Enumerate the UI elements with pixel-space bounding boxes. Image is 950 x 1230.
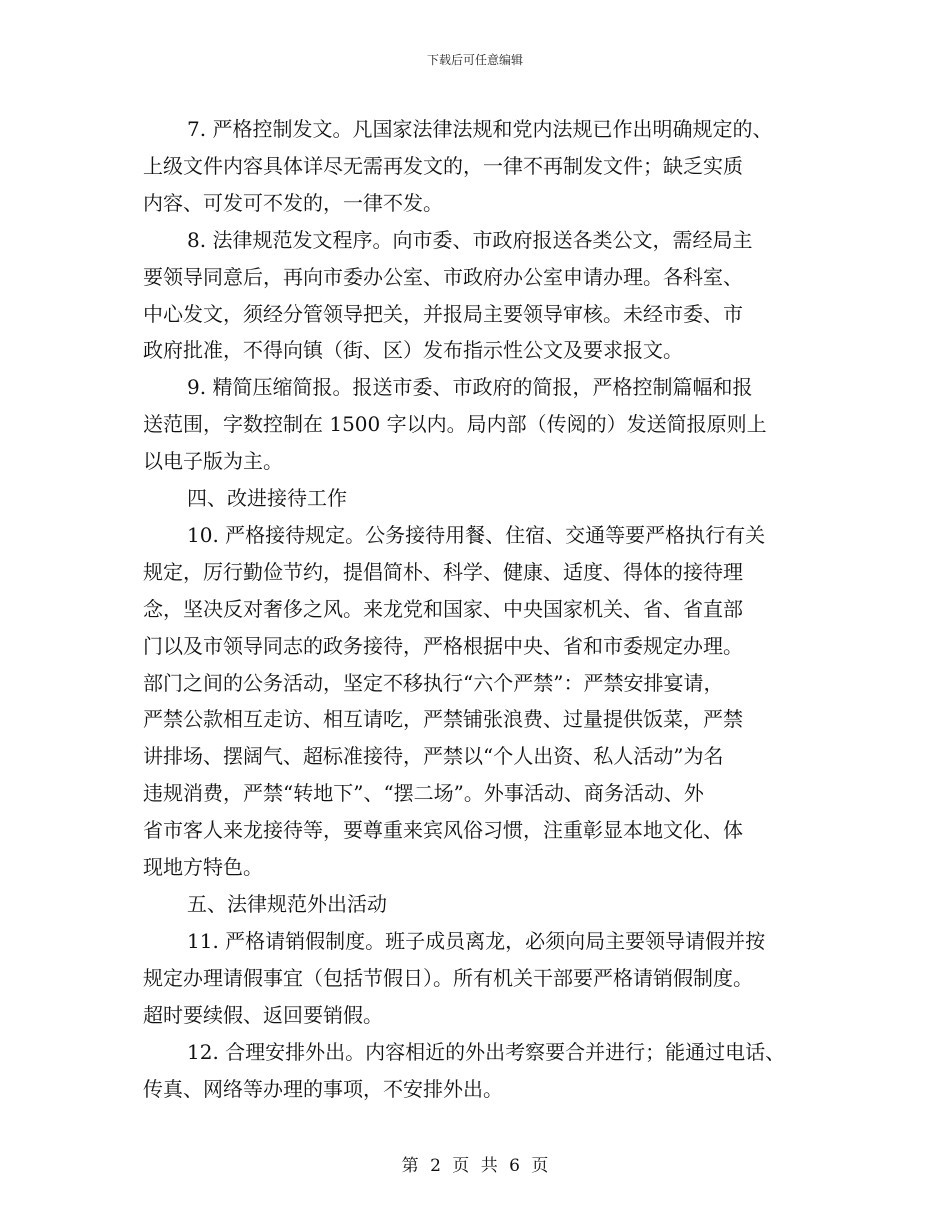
- text-line: 念，坚决反对奢侈之风。来龙党和国家、中央国家机关、省、省直部: [143, 597, 743, 621]
- text-line: 要领导同意后，再向市委办公室、市政府办公室申请办理。各科室、: [143, 265, 743, 289]
- text-line: 现地方特色。: [143, 855, 263, 879]
- text-line: 部门之间的公务活动，坚定不移执行“六个严禁”：严禁安排宴请，: [143, 671, 724, 695]
- text-line: 规定办理请假事宜（包括节假日）。所有机关干部要严格请销假制度。: [143, 966, 753, 990]
- text-line: 9. 精简压缩简报。报送市委、市政府的简报，严格控制篇幅和报: [187, 375, 753, 399]
- text-line: 10. 严格接待规定。公务接待用餐、住宿、交通等要严格执行有关: [187, 523, 766, 547]
- text-line: 送范围，字数控制在 1500 字以内。局内部（传阅的）发送简报原则上: [143, 412, 767, 436]
- page-number-footer: 第 2 页 共 6 页: [401, 1156, 549, 1176]
- text-line: 规定，厉行勤俭节约，提倡简朴、科学、健康、适度、得体的接待理: [143, 560, 743, 584]
- section-heading: 五、法律规范外出活动: [187, 892, 387, 916]
- text-line: 政府批准，不得向镇（街、区）发布指示性公文及要求报文。: [143, 338, 683, 362]
- text-line: 严禁公款相互走访、相互请吃，严禁铺张浪费、过量提供饭菜，严禁: [143, 707, 743, 731]
- section-heading: 四、改进接待工作: [187, 486, 347, 510]
- text-line: 7. 严格控制发文。凡国家法律法规和党内法规已作出明确规定的、: [187, 117, 773, 141]
- text-line: 省市客人来龙接待等，要尊重来宾风俗习惯，注重彰显本地文化、体: [143, 818, 743, 842]
- text-line: 内容、可发可不发的，一律不发。: [143, 191, 443, 215]
- text-line: 讲排场、摆阔气、超标准接待，严禁以“个人出资、私人活动”为名: [143, 744, 724, 768]
- page-header-note: 下载后可任意编辑: [426, 53, 523, 67]
- text-line: 传真、网络等办理的事项，不安排外出。: [143, 1077, 503, 1101]
- text-line: 中心发文，须经分管领导把关，并报局主要领导审核。未经市委、市: [143, 302, 743, 326]
- text-line: 违规消费，严禁“转地下”、“摆二场”。外事活动、商务活动、外: [143, 781, 704, 805]
- text-line: 12. 合理安排外出。内容相近的外出考察要合并进行；能通过电话、: [187, 1040, 786, 1064]
- text-line: 上级文件内容具体详尽无需再发文的，一律不再制发文件；缺乏实质: [143, 154, 743, 178]
- text-line: 超时要续假、返回要销假。: [143, 1003, 383, 1027]
- text-line: 门以及市领导同志的政务接待，严格根据中央、省和市委规定办理。: [143, 634, 743, 658]
- text-line: 11. 严格请销假制度。班子成员离龙，必须向局主要领导请假并按: [187, 929, 766, 953]
- text-line: 以电子版为主。: [143, 449, 283, 473]
- text-line: 8. 法律规范发文程序。向市委、市政府报送各类公文，需经局主: [187, 228, 753, 252]
